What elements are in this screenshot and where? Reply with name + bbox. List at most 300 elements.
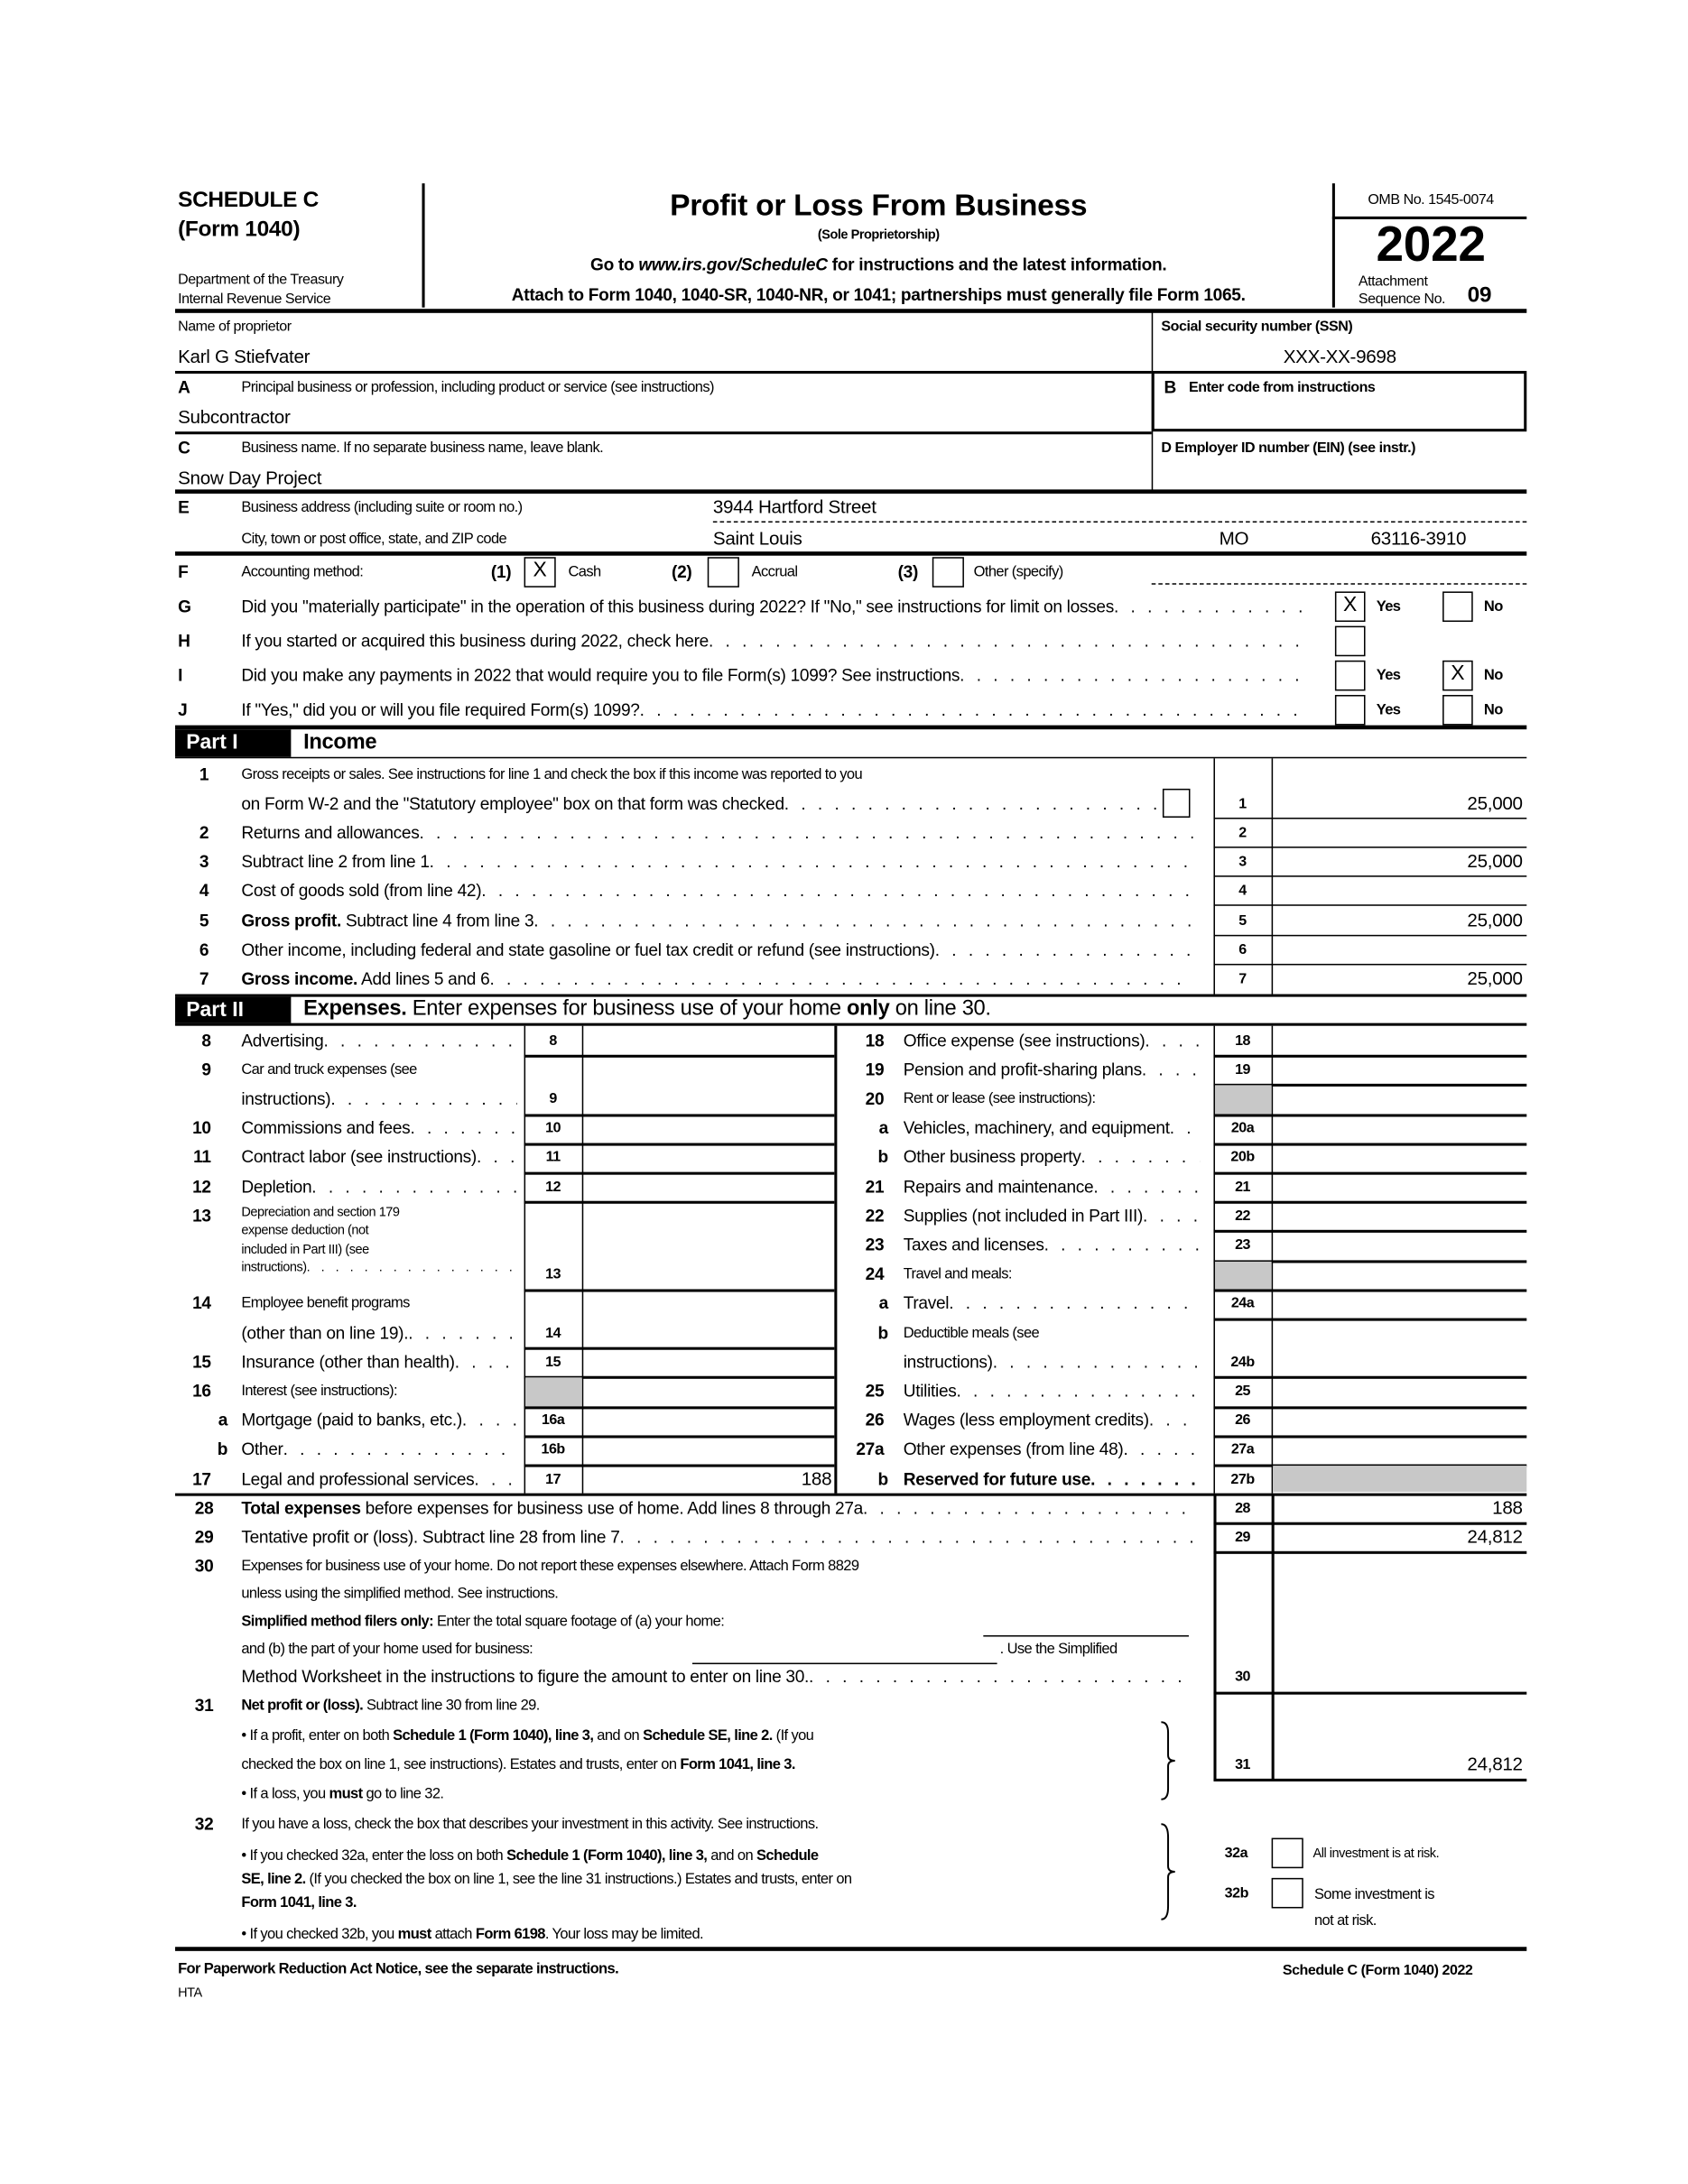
divider <box>175 371 1152 374</box>
line-number: 15 <box>192 1352 211 1372</box>
line-box-number: 16b <box>541 1441 565 1458</box>
line-5-label <box>241 910 1192 931</box>
text-segment: Schedule <box>756 1847 819 1865</box>
no-label: No <box>1483 667 1503 684</box>
line-1-text: Gross receipts or sales. See instructions for line 1 and check the box if this income was reported to you <box>241 766 863 783</box>
statutory-employee-checkbox[interactable] <box>1163 789 1191 818</box>
divider <box>524 1435 835 1438</box>
expense-label <box>904 1030 1200 1051</box>
text-segment: • If a profit, enter on both <box>241 1727 394 1744</box>
expense-label: Rent or lease (see instructions): <box>903 1090 1096 1107</box>
text-segment: Returns and allowances <box>241 823 420 843</box>
accounting-method-label: Accounting method: <box>241 563 364 581</box>
city-value[interactable]: Saint Louis <box>712 528 802 550</box>
proprietor-name[interactable]: Karl G Stiefvater <box>178 346 311 367</box>
divider <box>175 551 1526 556</box>
line-box-number: 17 <box>545 1470 561 1487</box>
text-segment: must <box>397 1926 431 1943</box>
dot-leader <box>1081 1146 1201 1168</box>
line-32b-checkbox[interactable] <box>1272 1878 1303 1909</box>
shaded-cell <box>1273 1466 1526 1492</box>
tax-year: 2022 <box>1376 215 1486 272</box>
divider <box>1213 935 1526 937</box>
expense-label <box>904 1410 1200 1431</box>
line-c-label: Business name. If no separate business name, leave blank. <box>241 440 604 457</box>
yes-label: Yes <box>1376 598 1401 615</box>
dot-leader <box>935 939 1193 960</box>
text-segment: Form 1041, line 3. <box>241 1894 357 1911</box>
line-32-text <box>241 1845 818 1866</box>
ssn-label: Social security number (SSN) <box>1161 318 1353 336</box>
dot-leader <box>620 1526 1193 1548</box>
dot-leader <box>481 880 1192 902</box>
zip-value[interactable]: 63116-3910 <box>1370 528 1467 550</box>
divider <box>582 1026 584 1494</box>
dot-leader <box>863 1497 1193 1519</box>
text-segment: Tentative profit or (loss). Subtract line 28 from line 7 <box>241 1527 620 1548</box>
dashed-entry-line <box>1152 583 1527 585</box>
line-29-amount[interactable]: 24,812 <box>1467 1526 1523 1548</box>
yes-label: Yes <box>1376 701 1401 718</box>
text-segment: Other income, including federal and state gasoline or fuel tax credit or refund (see instructions) <box>241 939 935 960</box>
label-text: instructions) <box>241 1088 331 1109</box>
part-2-title <box>303 998 991 1020</box>
divider <box>175 431 1152 434</box>
line-31-text <box>241 1725 813 1746</box>
dot-leader <box>283 1439 517 1460</box>
line-number: 29 <box>194 1527 214 1548</box>
text-segment: Net profit or (loss). <box>241 1697 364 1715</box>
text-segment: on Form W-2 and the "Statutory employee" box on that form was checked <box>241 794 784 814</box>
line-number: 21 <box>865 1177 885 1197</box>
expense-label <box>241 1117 517 1139</box>
form-title: Profit or Loss From Business <box>670 187 1088 222</box>
text-segment: . Your loss may be limited. <box>544 1926 704 1943</box>
line-17-amount[interactable]: 188 <box>801 1467 832 1489</box>
line-number: 14 <box>192 1293 211 1314</box>
line-box-number: 27b <box>1230 1470 1255 1487</box>
label-text <box>241 910 533 931</box>
accounting-other-checkbox[interactable] <box>932 557 964 588</box>
expense-label <box>241 1410 517 1431</box>
line-number: 10 <box>192 1118 211 1138</box>
dot-leader <box>949 1292 1200 1314</box>
line-box-number: 15 <box>545 1353 561 1371</box>
text-segment: Schedule SE, line 2. <box>643 1727 773 1744</box>
schedule-title: SCHEDULE C <box>178 189 319 213</box>
divider <box>175 757 1526 759</box>
dot-leader <box>1170 1117 1200 1139</box>
line-number: 23 <box>865 1235 885 1255</box>
label-text: Commissions and fees <box>241 1118 411 1138</box>
divider <box>1213 1114 1526 1116</box>
divider <box>1213 1522 1526 1525</box>
text-segment: only <box>847 996 890 1021</box>
divider <box>1213 1779 1526 1781</box>
line-5-amount[interactable]: 25,000 <box>1467 910 1523 931</box>
divider <box>983 1635 1189 1637</box>
text-segment: attach <box>431 1926 476 1943</box>
text-segment: Subtract line 2 from line 1 <box>241 852 430 872</box>
line-number: b <box>877 1323 888 1343</box>
line-number: 31 <box>194 1696 214 1716</box>
line-box-number: 30 <box>1235 1668 1251 1685</box>
line-number: 25 <box>865 1381 885 1402</box>
dot-leader <box>455 1351 517 1373</box>
line-28-amount[interactable]: 188 <box>1492 1497 1523 1519</box>
line-i-no-checkbox[interactable]: X <box>1442 661 1473 691</box>
no-label: No <box>1483 598 1503 615</box>
address-value[interactable]: 3944 Hartford Street <box>712 496 876 517</box>
label-text: instructions) <box>241 1260 307 1276</box>
agency: Internal Revenue Service <box>178 291 331 308</box>
line-32-text <box>241 1868 851 1890</box>
line-number: a <box>878 1293 888 1314</box>
text-segment: and on <box>593 1727 644 1744</box>
line-1-amount[interactable]: 25,000 <box>1467 792 1523 814</box>
line-box-number: 14 <box>545 1324 561 1341</box>
principal-business-value[interactable]: Subcontractor <box>178 406 291 428</box>
expense-label: Car and truck expenses (see <box>241 1061 417 1078</box>
label-text: Travel <box>903 1293 950 1314</box>
brace-icon <box>1158 1721 1177 1801</box>
dot-leader <box>640 699 1303 721</box>
text-segment: for instructions and the latest information. <box>827 254 1167 275</box>
line-box-number: 31 <box>1235 1756 1251 1773</box>
dot-leader <box>809 1666 1192 1688</box>
text-segment: • If a loss, you <box>241 1785 329 1802</box>
dot-leader <box>957 1380 1201 1402</box>
text-segment: • If you checked 32a, enter the loss on both <box>241 1847 507 1865</box>
option-label: Other (specify) <box>973 563 1063 581</box>
text-segment: and on <box>707 1847 757 1865</box>
divider <box>524 1143 835 1145</box>
line-b-label: Enter code from instructions <box>1188 379 1376 396</box>
divider <box>1213 1230 1526 1233</box>
dot-leader <box>784 792 1159 814</box>
line-2-label <box>241 822 1192 844</box>
divider <box>1213 875 1526 877</box>
line-j-yes-checkbox[interactable] <box>1335 695 1366 726</box>
line-j-no-checkbox[interactable] <box>1442 695 1473 726</box>
label-text: If you started or acquired this business during 2022, check here <box>241 631 709 652</box>
sequence-label: Sequence No. <box>1358 291 1446 308</box>
footer-form-id: Schedule C (Form 1040) 2022 <box>1282 1962 1473 1979</box>
text-segment: before expenses for business use of home. Add lines 8 through 27a <box>360 1498 863 1519</box>
dot-leader <box>410 1117 516 1139</box>
label-text: Supplies (not included in Part III) <box>903 1206 1144 1226</box>
expense-label <box>904 1439 1200 1460</box>
line-31-text <box>241 1695 539 1717</box>
line-number: 3 <box>199 852 209 872</box>
expense-label <box>241 1146 517 1168</box>
line-a-letter: A <box>178 377 190 398</box>
expense-label: Deductible meals (see <box>903 1324 1040 1341</box>
line-box-number: 22 <box>1235 1208 1251 1225</box>
business-name-value[interactable]: Snow Day Project <box>178 467 322 488</box>
text-segment: www.irs.gov/ScheduleC <box>638 254 828 275</box>
label-text <box>241 880 481 902</box>
divider <box>1213 1692 1526 1695</box>
dot-leader <box>993 1351 1200 1373</box>
dot-leader <box>419 822 1192 844</box>
line-i-yes-checkbox[interactable] <box>1335 661 1366 691</box>
line-number: 16 <box>192 1381 211 1402</box>
line-box-number: 24a <box>1230 1295 1255 1312</box>
option-number: (2) <box>672 562 692 582</box>
line-32-text: If you have a loss, check the box that describes your investment in this activity. See instructions. <box>241 1816 819 1833</box>
line-32a-label: 32a <box>1224 1845 1248 1862</box>
label-text: Legal and professional services <box>241 1469 475 1489</box>
expense-label: Interest (see instructions): <box>241 1383 398 1400</box>
divider <box>175 489 1526 494</box>
line-h-letter: H <box>178 631 190 652</box>
line-32-text <box>241 1923 703 1945</box>
line-box-number: 11 <box>545 1149 561 1166</box>
line-h-checkbox[interactable] <box>1335 626 1366 657</box>
dot-leader <box>474 1467 517 1489</box>
label-text: Office expense (see instructions) <box>903 1031 1145 1050</box>
no-label: No <box>1483 701 1503 718</box>
line-number: 20 <box>865 1088 885 1109</box>
label-text: Advertising <box>241 1031 324 1050</box>
line-number: 24 <box>865 1264 885 1284</box>
divider <box>1213 847 1526 848</box>
divider <box>175 1947 1526 1951</box>
line-number: 28 <box>194 1498 214 1519</box>
label-text: (other than on line 19). <box>241 1323 409 1343</box>
expense-label <box>904 1146 1200 1168</box>
label-text: Did you make any payments in 2022 that would require you to file Form(s) 1099? See instructions <box>241 665 960 686</box>
line-number: 12 <box>192 1177 211 1197</box>
line-number: 22 <box>865 1206 885 1226</box>
dot-leader <box>323 1030 516 1051</box>
line-3-label <box>241 851 1192 873</box>
accounting-accrual-checkbox[interactable] <box>708 557 739 588</box>
paperwork-notice: For Paperwork Reduction Act Notice, see the separate instructions. <box>178 1960 619 1977</box>
text-segment: Form 6198 <box>475 1926 545 1943</box>
label-text <box>241 968 489 990</box>
dot-leader <box>1145 1030 1200 1051</box>
label-text: Vehicles, machinery, and equipment <box>903 1118 1170 1138</box>
dot-leader <box>1090 1467 1200 1489</box>
ein-label: D Employer ID number (EIN) (see instr.) <box>1161 440 1416 457</box>
line-32b-label: 32b <box>1224 1884 1248 1902</box>
line-32b-text: Some investment is <box>1313 1886 1434 1903</box>
brace-icon <box>1158 1823 1177 1920</box>
label-text: Did you "materially participate" in the operation of this business during 2022? If "No," see instructions for limit on losses <box>241 597 1114 616</box>
line-number: 9 <box>201 1060 211 1079</box>
line-number: 4 <box>199 881 209 901</box>
label-text: Other business property <box>903 1147 1081 1168</box>
divider <box>1213 1319 1526 1321</box>
omb-number: OMB No. 1545-0074 <box>1368 191 1494 208</box>
line-31-amount[interactable]: 24,812 <box>1467 1754 1523 1775</box>
dot-leader <box>330 1087 517 1109</box>
divider <box>524 1347 835 1350</box>
label-text <box>241 792 784 814</box>
line-i-letter: I <box>178 665 183 686</box>
state-value[interactable]: MO <box>1219 528 1249 550</box>
expense-label <box>904 1176 1200 1198</box>
line-g-question <box>241 596 1303 617</box>
divider <box>1213 1201 1526 1204</box>
line-31-text <box>241 1754 794 1775</box>
line-h-question <box>241 630 1303 652</box>
line-30-text: and (b) the part of your home used for business: <box>241 1641 533 1658</box>
label-text: If "Yes," did you or will you file required Form(s) 1099? <box>241 700 640 720</box>
label-text <box>241 851 429 873</box>
divider <box>1213 1551 1526 1554</box>
expense-label <box>904 1234 1200 1255</box>
text-segment: Subtract line 4 from line 3 <box>340 911 534 931</box>
expense-label <box>241 1030 517 1051</box>
text-segment: Form 1041, line 3. <box>680 1756 795 1773</box>
dot-leader <box>477 1146 517 1168</box>
line-3-amount[interactable]: 25,000 <box>1467 850 1523 872</box>
line-box-number: 4 <box>1238 882 1247 900</box>
line-number: 13 <box>192 1206 211 1226</box>
line-32-text <box>241 1892 356 1913</box>
text-segment: Simplified method filers only: <box>241 1613 434 1630</box>
yes-label: Yes <box>1376 667 1401 684</box>
line-box-number: 6 <box>1238 941 1247 958</box>
line-number: 1 <box>199 764 209 785</box>
divider <box>692 1663 997 1665</box>
expense-label: Travel and meals: <box>903 1265 1012 1283</box>
accounting-cash-checkbox[interactable]: X <box>524 557 556 588</box>
divider <box>834 1026 837 1494</box>
department: Department of the Treasury <box>178 271 344 289</box>
divider <box>524 1201 835 1204</box>
line-box-number: 20a <box>1230 1119 1255 1137</box>
line-box-number: 21 <box>1235 1178 1251 1195</box>
text-segment: Expenses. <box>303 996 407 1021</box>
text-segment: (If you checked the box on line 1, see the line 31 instructions.) Estates and trusts, enter on <box>305 1871 852 1888</box>
line-box-number: 10 <box>545 1119 561 1137</box>
line-g-yes-checkbox[interactable]: X <box>1335 591 1366 622</box>
divider <box>524 1465 835 1467</box>
line-box-number: 3 <box>1238 853 1247 871</box>
line-box-number: 5 <box>1238 912 1247 930</box>
label-text <box>241 1526 619 1548</box>
line-31-text <box>241 1782 443 1804</box>
label-text: Contract labor (see instructions) <box>241 1147 477 1168</box>
ssn-value[interactable]: XXX-XX-9698 <box>1283 346 1396 367</box>
line-box-number: 24b <box>1230 1353 1255 1371</box>
line-g-no-checkbox[interactable] <box>1442 591 1473 622</box>
text-segment: go to line 32. <box>362 1785 444 1802</box>
expense-label <box>904 1292 1200 1314</box>
text-segment: Enter the total square footage of (a) your home: <box>433 1613 725 1630</box>
dot-leader <box>1149 1410 1200 1431</box>
dot-leader <box>430 851 1193 873</box>
expense-label <box>241 1176 517 1198</box>
line-32b-text: not at risk. <box>1313 1912 1377 1930</box>
text-segment: Schedule 1 (Form 1040), line 3, <box>506 1847 708 1865</box>
attachment-label: Attachment <box>1358 273 1428 290</box>
text-segment: Cost of goods sold (from line 42) <box>241 881 482 901</box>
line-number: 8 <box>201 1031 211 1050</box>
line-number: 27a <box>856 1439 885 1460</box>
label-text: Other expenses (from line 48) <box>903 1439 1124 1460</box>
text-segment: Go to <box>590 254 639 275</box>
line-number: 7 <box>199 969 209 989</box>
divider <box>1213 1055 1526 1058</box>
text-segment: checked the box on line 1, see instructions). Estates and trusts, enter on <box>241 1756 681 1773</box>
city-label: City, town or post office, state, and ZIP code <box>241 531 507 548</box>
line-13-label: expense deduction (not <box>241 1223 369 1239</box>
line-number: 18 <box>865 1031 885 1050</box>
divider <box>1213 1289 1526 1291</box>
divider <box>1213 1376 1526 1379</box>
line-30-text: unless using the simplified method. See instructions. <box>241 1585 559 1603</box>
part-1-title: Income <box>303 730 377 754</box>
text-segment: (If you <box>772 1727 814 1744</box>
divider <box>524 1289 835 1291</box>
label-text: Repairs and maintenance <box>903 1177 1094 1197</box>
line-box-number: 26 <box>1235 1411 1251 1430</box>
dot-leader <box>408 1322 517 1344</box>
line-7-label <box>241 968 1192 990</box>
line-box-number: 16a <box>541 1411 565 1430</box>
label-text <box>241 822 419 844</box>
shaded-cell <box>525 1378 582 1406</box>
instructions-link-text <box>423 254 1333 275</box>
text-segment: must <box>329 1785 363 1802</box>
proprietor-label: Name of proprietor <box>178 318 292 336</box>
form-number: (Form 1040) <box>178 217 301 242</box>
line-box-number: 12 <box>545 1178 561 1195</box>
line-1-label <box>241 792 1158 814</box>
line-7-amount[interactable]: 25,000 <box>1467 967 1523 989</box>
option-number: (3) <box>897 562 919 582</box>
line-number: 6 <box>199 939 209 960</box>
expense-label <box>904 1117 1200 1139</box>
label-text: Depletion <box>241 1177 312 1197</box>
text-segment: Gross profit. <box>241 911 341 931</box>
expense-label: Employee benefit programs <box>241 1295 410 1312</box>
dashed-entry-line <box>713 522 1526 523</box>
text-segment: • If you checked 32b, you <box>241 1926 398 1943</box>
line-number: 19 <box>865 1060 885 1079</box>
label-text: Mortgage (paid to banks, etc.) <box>241 1411 462 1430</box>
label-text: Reserved for future use <box>903 1469 1091 1489</box>
expense-label <box>904 1351 1200 1373</box>
line-13-label: Depreciation and section 179 <box>241 1204 400 1220</box>
line-f-letter: F <box>178 562 189 582</box>
divider <box>175 726 1526 730</box>
line-number: a <box>878 1118 888 1138</box>
line-30-simplified-text <box>241 1610 724 1632</box>
line-32a-checkbox[interactable] <box>1272 1838 1303 1869</box>
label-text: Utilities <box>903 1381 957 1402</box>
hta-label: HTA <box>178 1985 202 2001</box>
line-box-number: 29 <box>1235 1529 1251 1546</box>
line-number: 5 <box>199 911 209 931</box>
label-text: Method Worksheet in the instructions to figure the amount to enter on line 30. <box>241 1667 810 1687</box>
line-number: b <box>877 1469 888 1489</box>
expense-label <box>241 1087 517 1109</box>
line-box-number: 9 <box>549 1090 557 1107</box>
line-c-letter: C <box>178 438 190 458</box>
line-29-label <box>241 1526 1192 1548</box>
text-segment: Subtract line 30 from line 29. <box>363 1697 540 1715</box>
line-j-letter: J <box>178 700 188 720</box>
label-text: Insurance (other than health) <box>241 1352 455 1372</box>
attach-instructions: Attach to Form 1040, 1040-SR, 1040-NR, or 1041; partnerships must generally file Form 1065. <box>511 285 1246 305</box>
label-text <box>241 1497 863 1519</box>
